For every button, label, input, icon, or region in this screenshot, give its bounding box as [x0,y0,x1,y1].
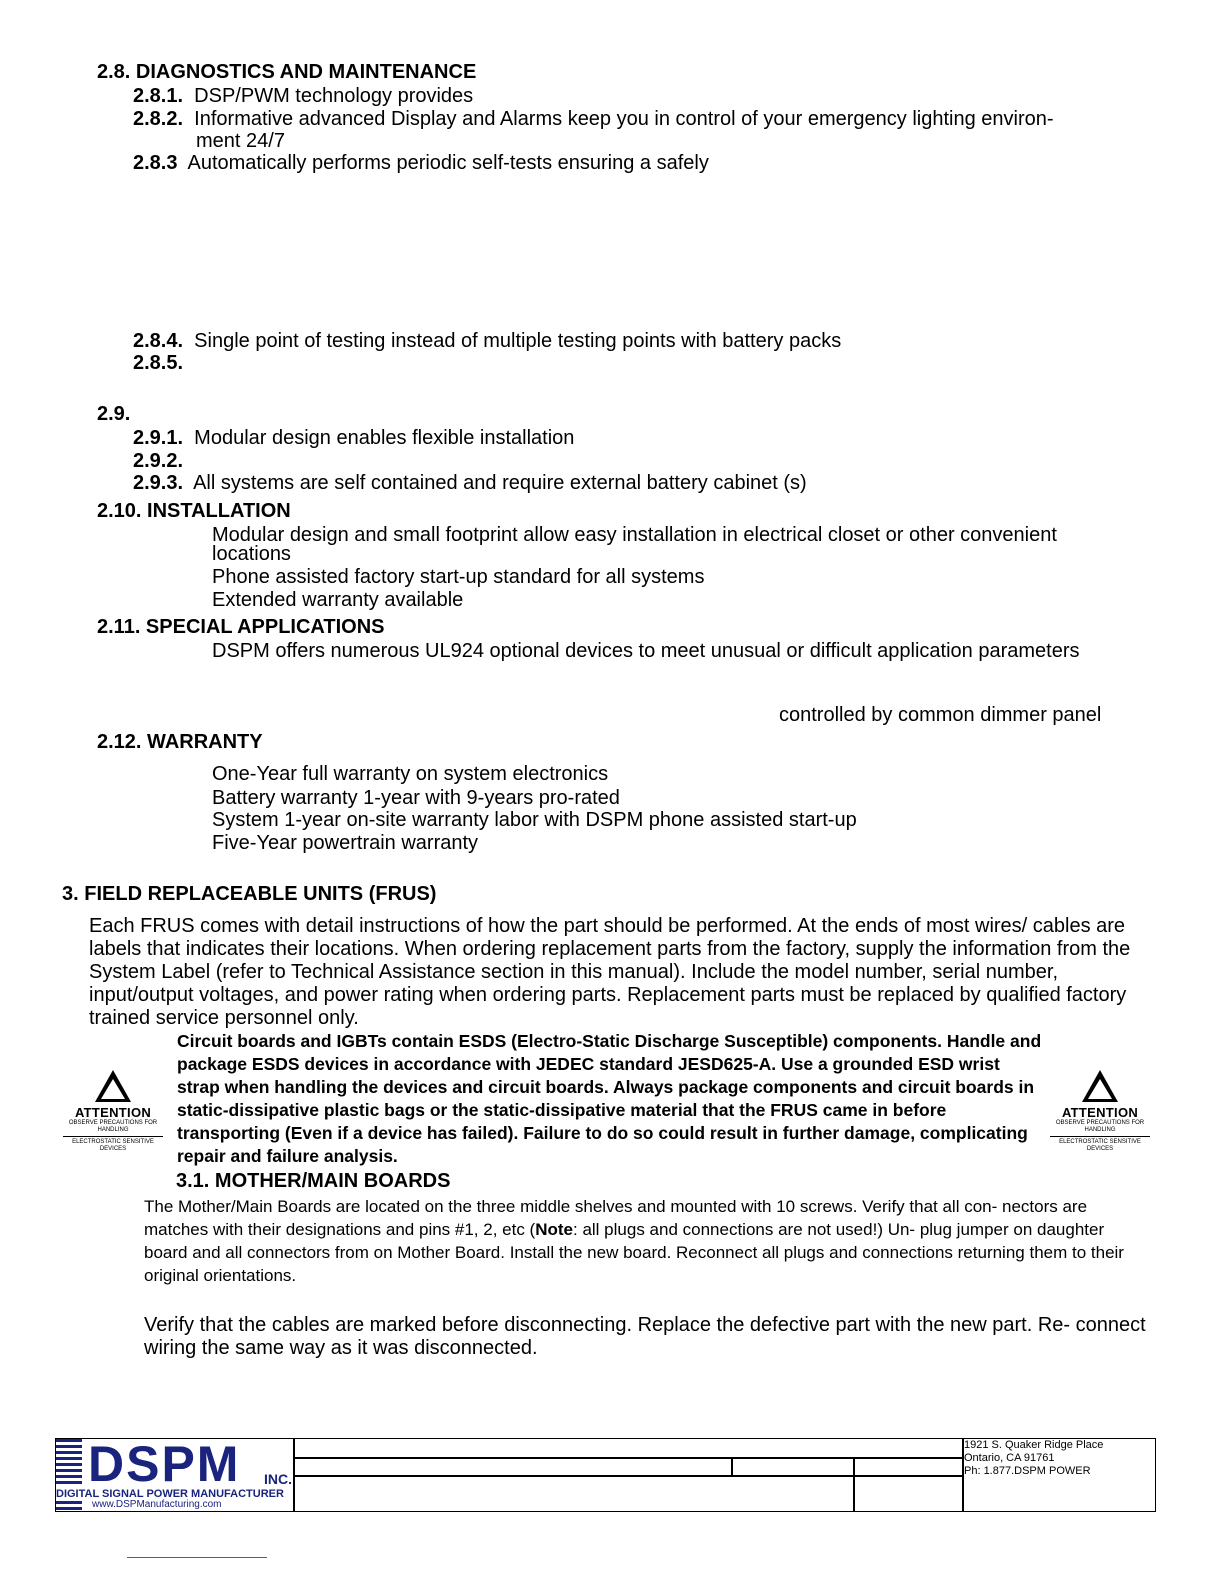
item-number: 2.8.1. [133,85,184,107]
badge-attention-text: ATTENTION [1061,1105,1139,1120]
item-text: All systems are self contained and require external battery cabinet (s) [193,472,807,494]
installation-line-1b: locations [212,543,291,565]
installation-line-3: Extended warranty available [212,589,464,611]
warranty-line-1: One-Year full warranty on system electronics [212,763,609,785]
item-2-8-4 [133,330,841,353]
warranty-line-4: Five-Year powertrain warranty [212,832,479,854]
item-number: 2.9.2. [133,450,184,472]
logo-wordmark: DSPM [88,1436,241,1492]
item-number: 2.9.3. [133,472,184,494]
item-text: Modular design enables flexible installation [194,427,575,449]
footer-row-divider [293,1457,963,1459]
paragraph-part: : all plugs and connections are not used!) Un- plug jumper on daughter board and all connectors from on Mother Board. Install the new board. Reconnect all plugs and connections returning them to their original orientations. [144,1220,1124,1285]
logo-inc: INC. [264,1471,292,1487]
logo-tagline: DIGITAL SIGNAL POWER MANUFACTURER [56,1488,284,1500]
cable-verify-paragraph: Verify that the cables are marked before disconnecting. Replace the defective part with the new part. Re- connect wiring the same way as it was disconnected. [144,1314,1146,1359]
item-text: Informative advanced Display and Alarms keep you in control of your emergency lighting environ- [194,108,1054,130]
item-2-8-2 [133,108,1054,131]
badge-esd-text: ELECTROSTATIC SENSITIVE DEVICES [1059,1139,1141,1152]
link-underline [127,1557,267,1558]
section-3-heading: 3. FIELD REPLACEABLE UNITS (FRUS) [62,883,437,905]
badge-esd-text: ELECTROSTATIC SENSITIVE DEVICES [72,1139,154,1152]
section-2-11-heading: 2.11. SPECIAL APPLICATIONS [97,616,385,638]
item-text: Single point of testing instead of multiple testing points with battery packs [194,330,842,352]
logo-url: www.DSPManufacturing.com [92,1499,222,1510]
section-3-1-heading: 3.1. MOTHER/MAIN BOARDS [176,1170,451,1192]
badge-observe-text: OBSERVE PRECAUTIONS FOR HANDLING [1055,1120,1145,1133]
installation-line-2: Phone assisted factory start-up standard for all systems [212,566,705,588]
esd-warning-text: Circuit boards and IGBTs contain ESDS (Electro-Static Discharge Susceptible) components. Handle and package ESDS devices in accordance with JEDEC standard JESD625-A. Use a grounded ESD wrist strap when handling the devices and circuit boards. Always package components and circuit boards in static-dissipative plastic bags or the static-dissipative material that the FRUS came in before transporting (Even if a device has failed). Failure to do so could result in further damage, complicating repair and failure analysis. [177,1031,1042,1166]
warranty-line-3: System 1-year on-site warranty labor with DSPM phone assisted start-up [212,809,857,831]
badge-attention-text: ATTENTION [74,1105,152,1120]
address-line: Ontario, CA 91761 [964,1452,1055,1464]
footer-row-divider [293,1475,963,1477]
item-2-9-1 [133,427,574,450]
item-number: 2.9.1. [133,427,184,449]
section-2-8-heading: 2.8. DIAGNOSTICS AND MAINTENANCE [97,61,477,83]
section-2-9-heading: 2.9. [97,403,131,425]
item-2-8-1 [133,85,473,108]
badge-observe-text: OBSERVE PRECAUTIONS FOR HANDLING [68,1120,158,1133]
footer-col-divider [731,1457,733,1475]
item-number: 2.8.5. [133,352,184,374]
special-applications-line-1: DSPM offers numerous UL924 optional devices to meet unusual or difficult application parameters [212,640,1080,662]
esd-attention-badge-left [63,1070,163,1153]
paragraph-part: The Mother/Main Boards are located on the three middle shelves and mounted with 10 screws. Verify that all con- nectors are matches with their designations and pins #1, 2, etc ( [144,1197,1088,1239]
footer-col-divider [853,1457,855,1511]
item-number: 2.8.4. [133,330,184,352]
item-text: Automatically performs periodic self-tests ensuring a safely [187,152,709,174]
section-2-10-heading: 2.10. INSTALLATION [97,500,291,522]
warranty-line-2: Battery warranty 1-year with 9-years pro-rated [212,787,620,809]
special-applications-line-2: controlled by common dimmer panel [779,704,1102,726]
item-2-8-3 [133,152,709,175]
item-number: 2.8.3 [133,152,178,174]
item-number: 2.8.2. [133,108,184,130]
item-2-9-2 [133,450,183,473]
item-2-9-3 [133,472,807,495]
esd-warning-icon [95,1070,131,1102]
footer-logo-cell [55,1438,295,1512]
item-2-8-2-continuation: ment 24/7 [196,130,285,152]
esd-attention-badge-right [1050,1070,1150,1153]
section-2-12-heading: 2.12. WARRANTY [97,731,263,753]
installation-line-1: Modular design and small footprint allow easy installation in electrical closet or other convenient [212,524,1057,546]
address-line: 1921 S. Quaker Ridge Place [964,1439,1104,1451]
phone-line: Ph: 1.877.DSPM POWER [964,1465,1091,1477]
frus-intro-paragraph: Each FRUS comes with detail instructions of how the part should be performed. At the ends of most wires/ cables are labels that indicates their locations. When ordering replacement parts from the factory, supply the information from the System Label (refer to Technical Assistance section in this manual). Include the model number, serial number, input/output voltages, and power rating when ordering parts. Replacement parts must be replaced by qualified factory trained service personnel only. [89,915,1131,1029]
company-address [964,1439,1103,1478]
esd-warning-icon [1082,1070,1118,1102]
item-2-8-5 [133,352,183,375]
item-text: DSP/PWM technology provides [194,85,474,107]
mother-board-paragraph [144,1195,1144,1287]
note-label: Note [535,1220,573,1239]
